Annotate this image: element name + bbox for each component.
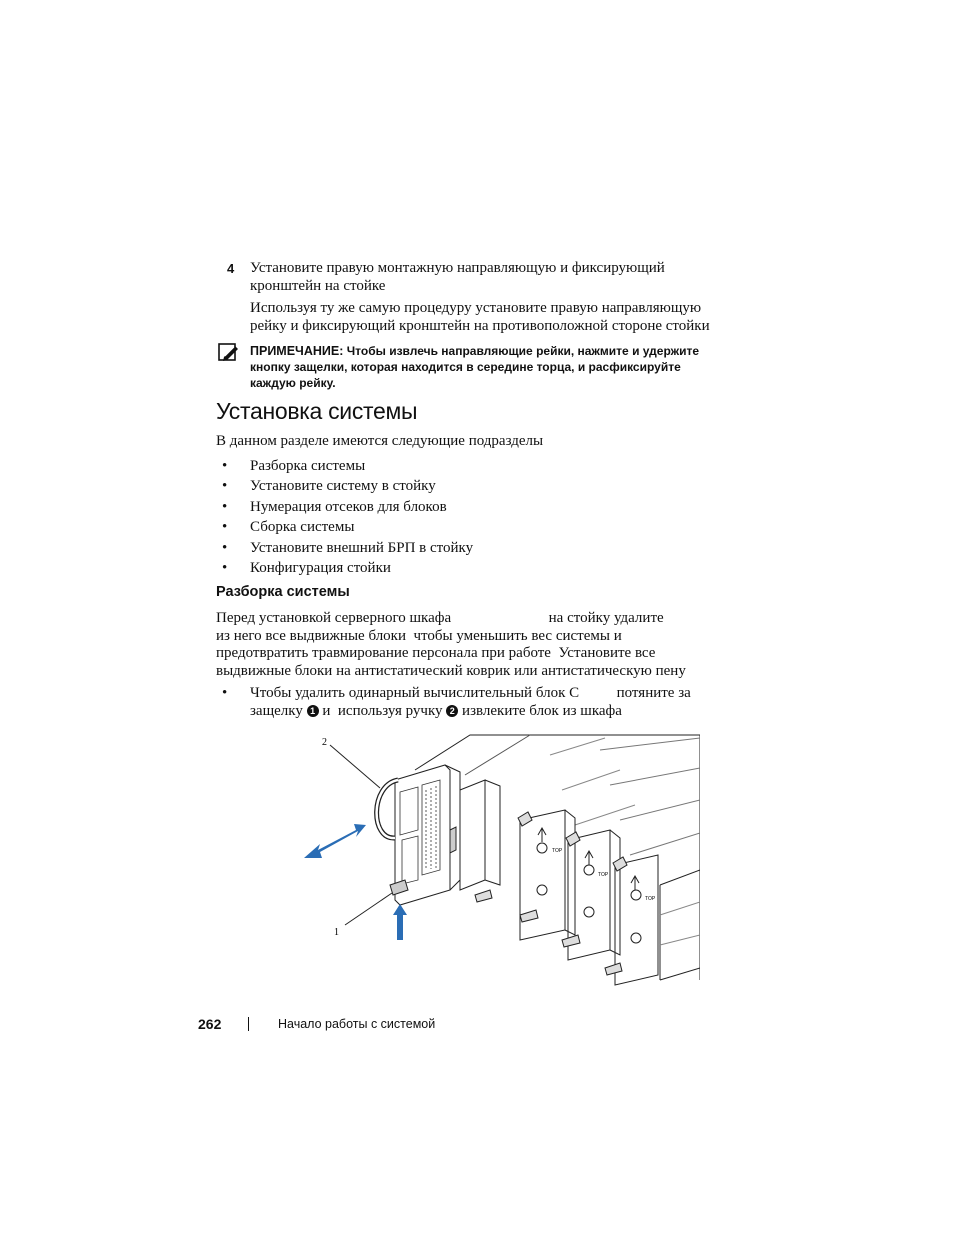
note-line2: кнопку защелки, которая находится в середине торца, и расфиксируйте bbox=[250, 360, 681, 374]
top-label: TOP bbox=[598, 872, 609, 878]
list-item bbox=[222, 517, 473, 537]
paragraph-line: Перед установкой серверного шкафа на стойку удалите bbox=[216, 610, 664, 626]
list-item-label: Разборка системы bbox=[250, 458, 366, 474]
figure-callout-2: 2 bbox=[322, 737, 327, 748]
note-label: ПРИМЕЧАНИЕ: bbox=[250, 344, 344, 358]
list-item-label: Конфигурация стойки bbox=[250, 559, 391, 576]
top-label: TOP bbox=[645, 896, 656, 902]
top-label: TOP bbox=[552, 848, 563, 854]
instruction-line2-part: извлеките блок из шкафа bbox=[458, 702, 622, 719]
instruction-bullet bbox=[222, 685, 708, 720]
callout-1-icon: 1 bbox=[307, 705, 319, 717]
list-item bbox=[222, 497, 473, 517]
paragraph-line: предотвратить травмирование персонала при работе Установите все bbox=[216, 645, 656, 661]
bullet-icon: • bbox=[222, 519, 228, 536]
note-line3: каждую рейку. bbox=[250, 376, 336, 390]
footer-divider bbox=[248, 1017, 249, 1031]
sled-removal-illustration bbox=[300, 730, 700, 990]
callout-2-icon: 2 bbox=[446, 705, 458, 717]
list-item-label: Нумерация отсеков для блоков bbox=[250, 498, 447, 515]
paragraph-line: выдвижные блоки на антистатический коврик или антистатическую пену bbox=[216, 662, 686, 679]
step-text-line2: кронштейн на стойке bbox=[250, 277, 386, 294]
step-text bbox=[250, 260, 720, 295]
up-arrow-icon bbox=[393, 904, 407, 940]
subsection-title: Разборка системы bbox=[216, 584, 350, 600]
list-item bbox=[222, 476, 473, 496]
step-subtext-line1: Используя ту же самую процедуру установите правую направляющую bbox=[250, 300, 702, 316]
bullet-icon: • bbox=[222, 498, 228, 515]
page-number: 262 bbox=[198, 1016, 222, 1032]
footer-title: Начало работы с системой bbox=[278, 1017, 436, 1031]
list-item bbox=[222, 538, 473, 558]
step-number: 4 bbox=[227, 261, 235, 276]
list-item-label: Сборка системы bbox=[250, 519, 355, 536]
bullet-icon: • bbox=[222, 539, 228, 556]
bullet-icon: • bbox=[222, 458, 228, 474]
instruction-line2-part: и используя ручку bbox=[318, 702, 447, 719]
bullet-icon: • bbox=[222, 685, 228, 701]
bullet-icon: • bbox=[222, 559, 228, 576]
subsection-paragraph bbox=[216, 610, 708, 680]
instruction-line2-part: защелку bbox=[250, 702, 307, 719]
note-pencil-icon bbox=[218, 343, 240, 361]
bullet-icon: • bbox=[222, 478, 228, 495]
section-intro: В данном разделе имеются следующие подразделы bbox=[216, 433, 544, 449]
note-line1: Чтобы извлечь направляющие рейки, нажмите и удержите bbox=[346, 344, 700, 358]
list-item bbox=[222, 456, 473, 476]
step-text-line1: Установите правую монтажную направляющую и фиксирующий bbox=[250, 260, 665, 276]
double-arrow-icon bbox=[304, 824, 366, 858]
step-subtext bbox=[250, 300, 720, 335]
instruction-line1: Чтобы удалить одинарный вычислительный блок С потяните за bbox=[250, 685, 691, 701]
paragraph-line: из него все выдвижные блоки чтобы уменьшить вес системы и bbox=[216, 627, 622, 644]
section-title: Установка системы bbox=[216, 398, 418, 424]
figure-callout-1: 1 bbox=[334, 927, 339, 938]
list-item-label: Установите систему в стойку bbox=[250, 478, 436, 495]
list-item bbox=[222, 558, 473, 578]
subsection-list bbox=[222, 456, 473, 578]
note-text bbox=[250, 343, 720, 391]
step-subtext-line2: рейку и фиксирующий кронштейн на противоположной стороне стойки bbox=[250, 317, 710, 334]
list-item-label: Установите внешний БРП в стойку bbox=[250, 539, 474, 556]
